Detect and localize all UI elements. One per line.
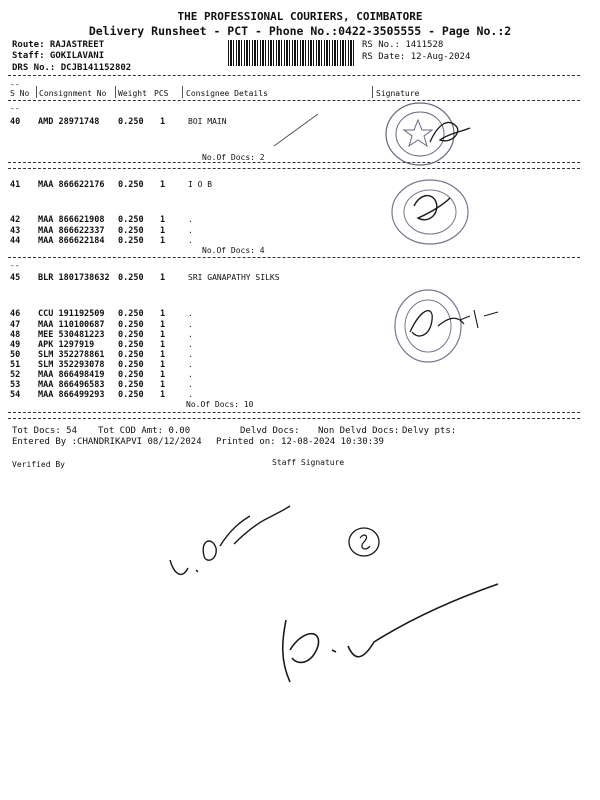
row-sno: 46 bbox=[10, 309, 21, 319]
row-consignment: SLM 352293078 bbox=[38, 360, 105, 370]
col-signature: Signature bbox=[376, 89, 420, 98]
row-consignee: BOI MAIN bbox=[188, 117, 227, 126]
drs-number: DRS No.: DCJB141152802 bbox=[12, 63, 132, 73]
route-label: Route: RAJASTREET bbox=[12, 40, 105, 50]
col-pcs: PCS bbox=[154, 89, 169, 98]
row-sno: 41 bbox=[10, 180, 21, 190]
col-sno: S No bbox=[10, 89, 30, 98]
row-sno: 44 bbox=[10, 236, 21, 246]
row-consignment: BLR 1801738632 bbox=[38, 273, 110, 283]
row-consignment: MAA 866498419 bbox=[38, 370, 105, 380]
row-pcs: 1 bbox=[160, 215, 166, 225]
row-consignee: . bbox=[188, 350, 193, 359]
row-consignment: MAA 866499293 bbox=[38, 390, 105, 400]
row-sno: 53 bbox=[10, 380, 21, 390]
row-pcs: 1 bbox=[160, 309, 166, 319]
row-pcs: 1 bbox=[160, 320, 166, 330]
row-consignment: MAA 110100687 bbox=[38, 320, 105, 330]
rule bbox=[8, 100, 580, 101]
rule bbox=[8, 418, 580, 419]
non-delivered-docs: Non Delvd Docs: bbox=[318, 426, 400, 436]
row-weight: 0.250 bbox=[118, 340, 144, 350]
company-title: THE PROFESSIONAL COURIERS, COIMBATORE bbox=[177, 10, 423, 23]
row-pcs: 1 bbox=[160, 390, 166, 400]
runsheet-subtitle: Delivery Runsheet - PCT - Phone No.:0422-3505555 - Page No.:2 bbox=[88, 24, 512, 38]
row-sno: 47 bbox=[10, 320, 21, 330]
row-consignee: . bbox=[188, 309, 193, 318]
silks-stamp bbox=[388, 286, 518, 366]
rule bbox=[8, 168, 580, 169]
row-consignee: . bbox=[188, 370, 193, 379]
rule bbox=[8, 162, 580, 163]
delivery-points: Delvy pts: bbox=[402, 426, 457, 436]
rule-mark: -- bbox=[10, 80, 20, 89]
row-weight: 0.250 bbox=[118, 180, 144, 190]
col-divider bbox=[115, 86, 116, 98]
row-weight: 0.250 bbox=[118, 117, 144, 127]
col-consignee: Consignee Details bbox=[186, 89, 268, 98]
row-sno: 49 bbox=[10, 340, 21, 350]
row-consignment: MAA 866622176 bbox=[38, 180, 105, 190]
col-divider bbox=[36, 86, 37, 98]
row-consignment: MAA 866622337 bbox=[38, 226, 105, 236]
verified-by: Verified By bbox=[12, 460, 65, 469]
row-consignment: AMD 28971748 bbox=[38, 117, 100, 127]
col-weight: Weight bbox=[118, 89, 147, 98]
docs-count: No.Of Docs: 10 bbox=[186, 400, 254, 409]
row-sno: 48 bbox=[10, 330, 21, 340]
row-weight: 0.250 bbox=[118, 320, 144, 330]
row-sno: 45 bbox=[10, 273, 21, 283]
row-sno: 50 bbox=[10, 350, 21, 360]
total-docs: Tot Docs: 54 bbox=[12, 426, 78, 436]
row-weight: 0.250 bbox=[118, 390, 144, 400]
circled-number bbox=[346, 524, 386, 560]
row-consignee: . bbox=[188, 320, 193, 329]
row-consignment: MAA 866622184 bbox=[38, 236, 105, 246]
row-consignee: SRI GANAPATHY SILKS bbox=[188, 273, 280, 282]
row-consignee: . bbox=[188, 226, 193, 235]
row-weight: 0.250 bbox=[118, 309, 144, 319]
row-consignment: CCU 191192509 bbox=[38, 309, 105, 319]
docs-count: No.Of Docs: 4 bbox=[202, 246, 265, 255]
pen-stroke bbox=[270, 110, 330, 150]
row-consignee: . bbox=[188, 330, 193, 339]
rule bbox=[8, 412, 580, 413]
rule-mark: -- bbox=[10, 261, 20, 270]
row-pcs: 1 bbox=[160, 380, 166, 390]
row-pcs: 1 bbox=[160, 350, 166, 360]
row-consignment: APK 1297919 bbox=[38, 340, 95, 350]
row-consignment: MEE 530481223 bbox=[38, 330, 105, 340]
row-pcs: 1 bbox=[160, 370, 166, 380]
col-divider bbox=[182, 86, 183, 98]
row-sno: 52 bbox=[10, 370, 21, 380]
row-consignee: . bbox=[188, 340, 193, 349]
bank-stamp bbox=[378, 98, 478, 168]
rs-number: RS No.: 1411528 bbox=[362, 40, 444, 50]
row-pcs: 1 bbox=[160, 340, 166, 350]
staff-signature bbox=[262, 570, 502, 690]
row-sno: 40 bbox=[10, 117, 21, 127]
rs-date: RS Date: 12-Aug-2024 bbox=[362, 52, 471, 62]
row-consignee: I O B bbox=[188, 180, 213, 189]
row-sno: 54 bbox=[10, 390, 21, 400]
barcode bbox=[228, 40, 356, 66]
rule bbox=[8, 75, 580, 76]
row-pcs: 1 bbox=[160, 226, 166, 236]
entered-by: Entered By :CHANDRIKAPVI 08/12/2024 bbox=[12, 437, 202, 447]
rule-mark: -- bbox=[10, 104, 20, 113]
total-cod-amount: Tot COD Amt: 0.00 bbox=[98, 426, 191, 436]
delivered-docs: Delvd Docs: bbox=[240, 426, 300, 436]
row-consignee: . bbox=[188, 215, 193, 224]
iob-stamp bbox=[384, 176, 474, 246]
row-sno: 51 bbox=[10, 360, 21, 370]
row-sno: 42 bbox=[10, 215, 21, 225]
staff-label: Staff: GOKILAVANI bbox=[12, 51, 105, 61]
row-weight: 0.250 bbox=[118, 380, 144, 390]
row-consignee: . bbox=[188, 360, 193, 369]
row-consignee: . bbox=[188, 390, 193, 399]
row-weight: 0.250 bbox=[118, 236, 144, 246]
row-pcs: 1 bbox=[160, 273, 166, 283]
staff-signature-label: Staff Signature bbox=[272, 458, 345, 467]
row-pcs: 1 bbox=[160, 117, 166, 127]
row-consignment: MAA 866496583 bbox=[38, 380, 105, 390]
row-weight: 0.250 bbox=[118, 215, 144, 225]
col-consignment: Consignment No bbox=[39, 89, 107, 98]
row-weight: 0.250 bbox=[118, 360, 144, 370]
docs-count: No.Of Docs: 2 bbox=[202, 153, 265, 162]
row-pcs: 1 bbox=[160, 236, 166, 246]
col-divider bbox=[372, 86, 373, 98]
row-consignee: . bbox=[188, 380, 193, 389]
row-consignment: MAA 866621908 bbox=[38, 215, 105, 225]
row-pcs: 1 bbox=[160, 330, 166, 340]
printed-on: Printed on: 12-08-2024 10:30:39 bbox=[216, 437, 384, 447]
row-pcs: 1 bbox=[160, 360, 166, 370]
row-consignment: SLM 352278861 bbox=[38, 350, 105, 360]
rule bbox=[8, 257, 580, 258]
row-weight: 0.250 bbox=[118, 273, 144, 283]
row-weight: 0.250 bbox=[118, 330, 144, 340]
row-consignee: . bbox=[188, 236, 193, 245]
row-weight: 0.250 bbox=[118, 370, 144, 380]
row-weight: 0.250 bbox=[118, 226, 144, 236]
row-sno: 43 bbox=[10, 226, 21, 236]
row-pcs: 1 bbox=[160, 180, 166, 190]
row-weight: 0.250 bbox=[118, 350, 144, 360]
